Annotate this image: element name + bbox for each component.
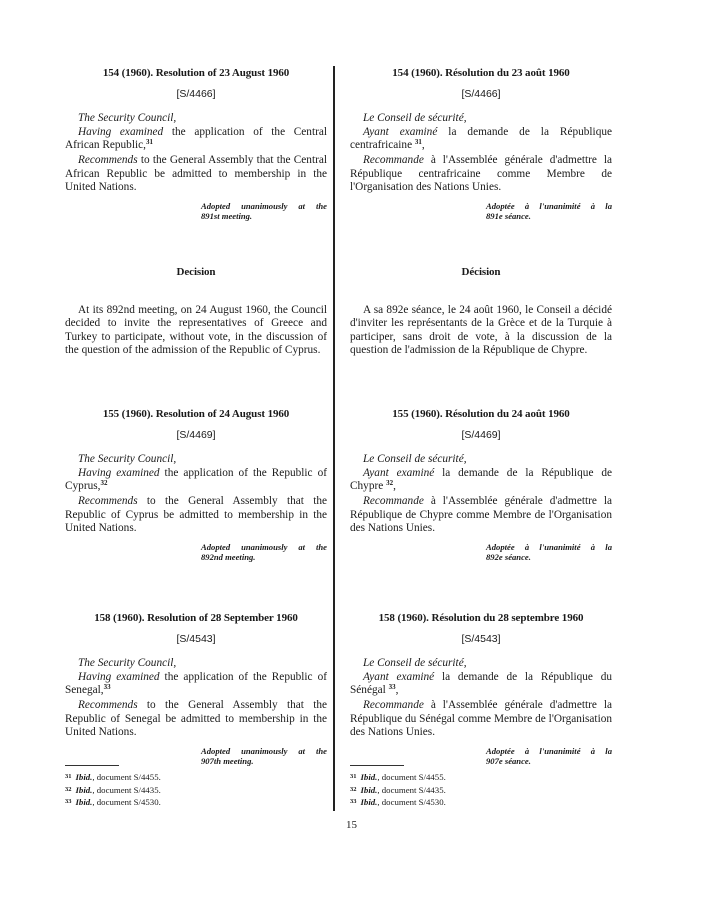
footnote-ref: 32: [100, 479, 108, 488]
footnote-divider: [65, 765, 119, 766]
resolution-154-fr: [350, 67, 612, 222]
operative-paragraph: Ayant examiné la demande de la République du Sénégal $^{33}$,: [350, 670, 612, 697]
adoption-note: Adopted unanimously at the 891st meeting.: [201, 200, 327, 222]
footnotes: [350, 771, 550, 809]
footnote-divider: [350, 765, 404, 766]
preamble: The Security Council,: [78, 657, 177, 670]
operative-paragraph: Ayant examiné la demande de la République centrafricaine $^{31}$,: [350, 125, 613, 152]
french-column: [350, 0, 612, 911]
footnote: $^{33}$ Ibid., document S/4530.: [350, 797, 446, 808]
footnote: $^{31}$ Ibid., document S/4455.: [65, 772, 161, 782]
preamble: The Security Council,: [78, 112, 177, 125]
resolution-heading: 154 (1960). Résolution du 23 août 1960: [392, 67, 570, 79]
adoption-note: Adopted unanimously at the 907th meeting.: [201, 745, 327, 767]
resolution-heading: 155 (1960). Resolution of 24 August 1960: [102, 408, 290, 420]
document-symbol: [S/4543]: [461, 632, 501, 645]
document-symbol: [S/4543]: [176, 632, 216, 645]
decision-text: A sa 892e séance, le 24 août 1960, le Conseil a décidé d'inviter les représentants de la Grèce et de la Turquie à participer, sans droit de vote, à la discussion de la question de l'admission de la République de Chypre.: [350, 303, 612, 357]
document-symbol: [S/4466]: [461, 87, 501, 100]
resolution-154-en: [65, 67, 327, 222]
resolution-155-en: [65, 408, 327, 563]
footnote-ref: 31: [145, 138, 153, 147]
document-symbol: [S/4469]: [176, 428, 216, 441]
decision-text: At its 892nd meeting, on 24 August 1960, the Council decided to invite the representatives of Greece and Turkey to participate, without vote, in the discussion of the question of the admission of the Republic of Cyprus.: [65, 303, 327, 357]
footnote: $^{32}$ Ibid., document S/4435.: [65, 784, 161, 795]
operative-paragraph: Recommande à l'Assemblée générale d'admettre la République centrafricaine comme Membre de l'Organisation des Nations Unies.: [350, 153, 612, 194]
adoption-note: Adoptée à l'unanimité à la 891e séance.: [486, 200, 612, 222]
footnotes: [65, 771, 265, 809]
footnote: $^{31}$ Ibid., document S/4455.: [350, 772, 446, 782]
document-symbol: [S/4466]: [176, 87, 216, 100]
footnote: $^{32}$ Ibid., document S/4435.: [350, 784, 446, 795]
document-symbol: [S/4469]: [461, 428, 501, 441]
adoption-note: Adopted unanimously at the 892nd meeting.: [201, 541, 327, 563]
preamble: Le Conseil de sécurité,: [363, 657, 467, 670]
operative-paragraph: Having examined the application of the Central African Republic,$^{31}$: [65, 125, 327, 152]
adoption-note: Adoptée à l'unanimité à la 907e séance.: [486, 745, 612, 767]
operative-paragraph: Recommends to the General Assembly that the Republic of Senegal be admitted to membership in the United Nations.: [65, 698, 327, 739]
english-column: [65, 0, 327, 911]
resolution-heading: 154 (1960). Resolution of 23 August 1960: [102, 67, 290, 79]
decision-heading: Décision: [461, 266, 501, 278]
operative-paragraph: Recommends to the General Assembly that the Central African Republic be admitted to membership in the United Nations.: [65, 153, 327, 194]
preamble: Le Conseil de sécurité,: [363, 112, 467, 125]
resolution-158-fr: [350, 612, 612, 767]
operative-paragraph: Having examined the application of the Republic of Senegal,$^{33}$: [65, 670, 327, 697]
decision-heading: Decision: [176, 266, 216, 278]
footnote-ref: 33: [388, 683, 396, 692]
preamble: Le Conseil de sécurité,: [363, 453, 467, 466]
adoption-note: Adoptée à l'unanimité à la 892e séance.: [486, 541, 612, 563]
decision-fr: [350, 266, 612, 358]
column-divider: [333, 66, 335, 811]
operative-paragraph: Recommande à l'Assemblée générale d'admettre la République du Sénégal comme Membre de l'Organisation des Nations Unies.: [350, 698, 612, 739]
footnote-ref: 33: [103, 683, 111, 692]
page-number: 15: [346, 819, 357, 831]
operative-paragraph: Ayant examiné la demande de la République de Chypre $^{32}$,: [350, 466, 613, 493]
resolution-heading: 155 (1960). Résolution du 24 août 1960: [392, 408, 570, 420]
footnote-ref: 32: [386, 479, 394, 488]
decision-en: [65, 266, 327, 358]
resolution-158-en: [65, 612, 327, 767]
footnote: $^{33}$ Ibid., document S/4530.: [65, 797, 161, 808]
resolution-heading: 158 (1960). Resolution of 28 September 1960: [94, 612, 298, 624]
preamble: The Security Council,: [78, 453, 177, 466]
resolution-heading: 158 (1960). Résolution du 28 septembre 1960: [378, 612, 584, 624]
resolution-155-fr: [350, 408, 612, 563]
operative-paragraph: Having examined the application of the Republic of Cyprus,$^{32}$: [65, 466, 327, 493]
operative-paragraph: Recommande à l'Assemblée générale d'admettre la République de Chypre comme Membre de l'Organisation des Nations Unies.: [350, 494, 612, 535]
operative-paragraph: Recommends to the General Assembly that the Republic of Cyprus be admitted to membership in the United Nations.: [65, 494, 327, 535]
footnote-ref: 31: [414, 138, 422, 147]
